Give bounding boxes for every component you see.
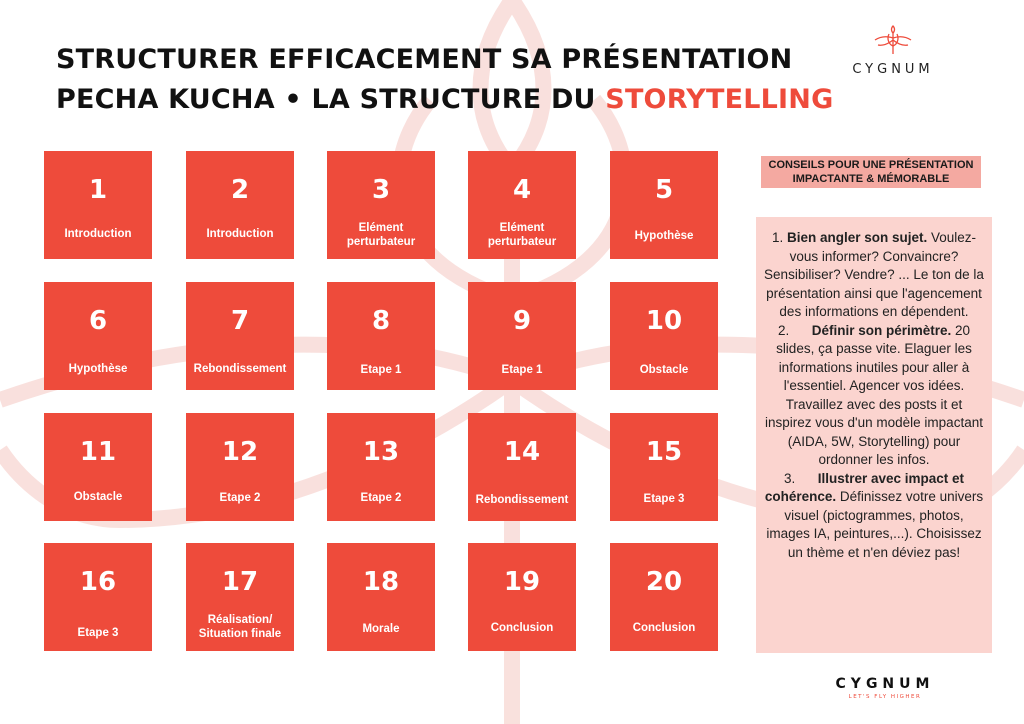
- slide-card-10: [610, 282, 718, 390]
- slide-label: Obstacle: [639, 364, 689, 376]
- slide-number: 2: [230, 175, 250, 205]
- advice-item-text: Voulez-vous informer? Convaincre? Sensibiliser? Vendre? ... Le ton de la présentation ainsi que l'agencement des informations en dépendent.: [764, 230, 984, 319]
- title-line-2-accent: STORYTELLING: [605, 84, 834, 115]
- slide-label: Elément perturbateur: [346, 222, 416, 248]
- slide-card-17: [186, 543, 294, 651]
- slide-number: 4: [512, 175, 532, 205]
- slide-card-20: [610, 543, 718, 651]
- slide-label: Elément perturbateur: [487, 222, 557, 248]
- advice-item-heading: Illustrer avec impact et cohérence.: [764, 470, 965, 504]
- slide-label: Etape 2: [360, 492, 402, 504]
- slide-number: 11: [79, 437, 117, 467]
- slide-label: Rebondissement: [475, 494, 569, 506]
- title-line-1: STRUCTURER EFFICACEMENT SA PRÉSENTATION: [56, 44, 793, 75]
- slide-label: Etape 3: [643, 493, 685, 505]
- slide-label: Etape 1: [501, 364, 543, 376]
- slide-number: 14: [503, 437, 541, 467]
- slide-number: 16: [79, 567, 117, 597]
- advice-item-3: [764, 470, 984, 563]
- slide-label: Introduction: [206, 228, 274, 240]
- slide-number: 5: [654, 175, 674, 205]
- slide-number: 9: [512, 306, 532, 336]
- slide-card-2: [186, 151, 294, 259]
- logo-bottom-word: CYGNUM: [835, 676, 935, 692]
- slide-number: 15: [645, 437, 683, 467]
- slide-label: Etape 2: [219, 492, 261, 504]
- slide-card-8: [327, 282, 435, 390]
- slide-card-6: [44, 282, 152, 390]
- slide-card-5: [610, 151, 718, 259]
- advice-box: [756, 217, 992, 653]
- advice-item-marker: 2.: [777, 322, 790, 338]
- slide-label: Introduction: [64, 228, 132, 240]
- slide-label: Réalisation/ Situation finale: [198, 614, 282, 640]
- slide-number: 19: [503, 567, 541, 597]
- slide-label: Rebondissement: [193, 363, 287, 375]
- advice-item-marker: 3.: [783, 470, 796, 486]
- slide-card-19: [468, 543, 576, 651]
- slide-card-13: [327, 413, 435, 521]
- slide-number: 12: [221, 437, 259, 467]
- slide-card-15: [610, 413, 718, 521]
- logo-tagline: LET'S FLY HIGHER: [848, 694, 922, 700]
- slide-card-1: [44, 151, 152, 259]
- slide-number: 3: [371, 175, 391, 205]
- title-line-2: [56, 80, 833, 120]
- slide-label: Obstacle: [73, 491, 123, 503]
- slide-card-3: [327, 151, 435, 259]
- title-line-2-prefix: PECHA KUCHA • LA STRUCTURE DU: [56, 84, 596, 115]
- advice-item-2: [764, 322, 984, 470]
- swan-logo-icon: [873, 22, 913, 56]
- slide-card-18: [327, 543, 435, 651]
- slide-number: 8: [371, 306, 391, 336]
- advice-item-marker: 1.: [771, 230, 784, 245]
- slide-number: 18: [362, 567, 400, 597]
- slide-card-7: [186, 282, 294, 390]
- advice-item-text: Définissez votre univers visuel (pictogrammes, photos, images IA, peintures,...). Choisissez un thème et n'en déviez pas!: [766, 489, 984, 560]
- slide-label: Conclusion: [632, 622, 696, 634]
- slide-number: 7: [230, 306, 250, 336]
- slide-label: Etape 3: [77, 627, 119, 639]
- slide-card-11: [44, 413, 152, 521]
- slide-number: 1: [88, 175, 108, 205]
- logo-bottom: [830, 676, 940, 700]
- slide-card-16: [44, 543, 152, 651]
- slide-label: Morale: [362, 623, 400, 635]
- advice-item-heading: Bien angler son sujet.: [786, 230, 928, 245]
- logo-top: [838, 22, 948, 77]
- slide-number: 6: [88, 306, 108, 336]
- slide-label: Hypothèse: [634, 230, 694, 242]
- slide-number: 20: [645, 567, 683, 597]
- page-title: [56, 40, 833, 120]
- advice-item-heading: Définir son périmètre.: [811, 322, 952, 338]
- advice-title: CONSEILS POUR UNE PRÉSENTATION IMPACTANTE & MÉMORABLE: [761, 156, 981, 188]
- slide-label: Etape 1: [360, 364, 402, 376]
- slide-label: Conclusion: [490, 622, 554, 634]
- slide-card-12: [186, 413, 294, 521]
- advice-item-text: 20 slides, ça passe vite. Elaguer les informations inutiles pour aller à l'essentiel. Agencer vos idées. Travaillez avec des posts it et inspirez vous d'un modèle impactant (AIDA, 5W, Storytelling) pour ordonner les infos.: [765, 322, 983, 467]
- slide-number: 17: [221, 567, 259, 597]
- slide-number: 10: [645, 306, 683, 336]
- slide-number: 13: [362, 437, 400, 467]
- slide-card-4: [468, 151, 576, 259]
- slide-card-14: [468, 413, 576, 521]
- slide-card-9: [468, 282, 576, 390]
- advice-item-1: [764, 229, 984, 322]
- logo-top-word: CYGNUM: [852, 62, 934, 77]
- slide-label: Hypothèse: [68, 363, 128, 375]
